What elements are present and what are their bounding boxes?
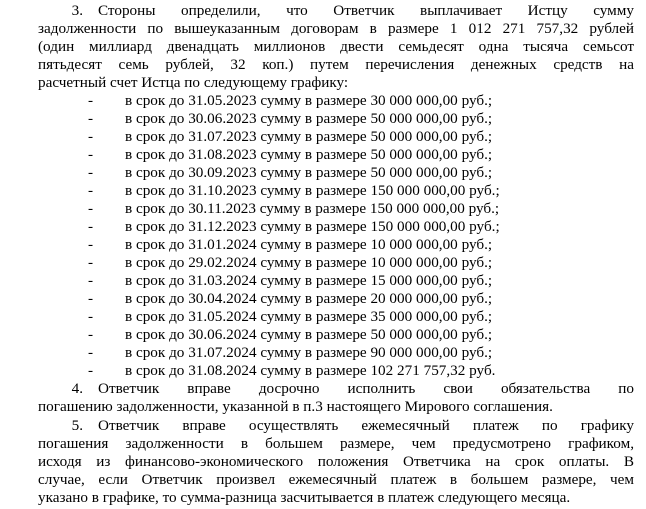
para5-text-3: исходя из финансово-экономического положения Ответчика на срок оплаты. В [38,453,634,470]
list-bullet: - [88,218,94,235]
list-item [88,236,492,254]
list-item [88,146,492,164]
para3-number-wrap [38,2,94,20]
para5-line-2 [38,435,634,453]
para3-text-4: пятьдесят семь рублей, 32 коп.) путем перечисления денежных средств на [38,56,634,73]
para5-text-4: случае, если Ответчик произвел ежемесячный платеж в большем размере, чем [38,471,634,488]
list-item-text: в срок до 31.07.2024 сумму в размере 90 000 000,00 руб.; [125,344,493,361]
list-item-text: в срок до 30.06.2024 сумму в размере 50 000 000,00 руб.; [125,326,493,343]
list-bullet: - [88,182,94,199]
para5-line-5 [38,489,634,507]
list-item-text: в срок до 30.09.2023 сумму в размере 50 000 000,00 руб.; [125,164,493,181]
list-bullet: - [88,236,94,253]
para5-number: 5. [71,417,83,434]
list-item [88,110,492,128]
list-item [88,182,500,200]
para4-number-wrap [38,380,94,398]
list-bullet: - [88,272,94,289]
list-bullet: - [88,92,94,109]
para4-line-1 [98,380,634,398]
para3-line-5 [38,74,634,92]
list-bullet: - [88,308,94,325]
para4-text-1: Ответчик вправе досрочно исполнить свои обязательства по [98,380,634,397]
para3-line-1 [98,2,634,20]
list-bullet: - [88,326,94,343]
list-item-text: в срок до 31.01.2024 сумму в размере 10 000 000,00 руб.; [125,236,493,253]
list-item [88,362,495,380]
para5-text-5: указано в графике, то сумма-разница засчитывается в платеж следующего месяца. [38,489,571,506]
para3-line-3 [38,38,634,56]
list-item [88,308,492,326]
list-item-text: в срок до 31.07.2023 сумму в размере 50 000 000,00 руб.; [125,128,493,145]
list-item [88,272,492,290]
list-bullet: - [88,110,94,127]
list-item [88,164,492,182]
list-item-text: в срок до 31.08.2023 сумму в размере 50 000 000,00 руб.; [125,146,493,163]
list-item [88,326,492,344]
para3-number: 3. [71,2,83,19]
para5-text-2: погашения задолженности в большем размере, чем предусмотрено графиком, [38,435,634,452]
para3-text-5: расчетный счет Истца по следующему графику: [38,74,349,91]
list-item-text: в срок до 30.04.2024 сумму в размере 20 000 000,00 руб.; [125,290,493,307]
list-item-text: в срок до 31.08.2024 сумму в размере 102 271 757,32 руб. [125,362,496,379]
list-bullet: - [88,254,94,271]
list-item [88,200,499,218]
para5-line-1 [98,417,634,435]
list-item-text: в срок до 31.03.2024 сумму в размере 15 000 000,00 руб.; [125,272,493,289]
list-bullet: - [88,200,94,217]
list-item [88,218,500,236]
list-bullet: - [88,146,94,163]
para3-text-1: Стороны определили, что Ответчик выплачивает Истцу сумму [98,2,634,19]
para5-line-4 [38,471,634,489]
para3-line-2 [38,20,634,38]
para4-number: 4. [71,380,83,397]
list-item [88,290,492,308]
list-item-text: в срок до 31.05.2023 сумму в размере 30 000 000,00 руб.; [125,92,493,109]
para3-line-4 [38,56,634,74]
list-bullet: - [88,128,94,145]
list-item-text: в срок до 30.11.2023 сумму в размере 150 000 000,00 руб.; [125,200,500,217]
para5-line-3 [38,453,634,471]
para3-text-3: (один миллиард двенадцать миллионов двести семьдесят одна тысяча семьсот [38,38,634,55]
para3-text-2: задолженности по вышеуказанным договорам в размере 1 012 271 757,32 рублей [38,20,634,37]
para4-text-2: погашению задолженности, указанной в п.3 настоящего Мирового соглашения. [38,398,553,415]
para5-number-wrap [38,417,94,435]
list-item [88,92,492,110]
para5-text-1: Ответчик вправе осуществлять ежемесячный платеж по графику [98,417,634,434]
list-item [88,254,492,272]
list-bullet: - [88,164,94,181]
list-bullet: - [88,290,94,307]
list-item [88,344,492,362]
list-item-text: в срок до 31.10.2023 сумму в размере 150 000 000,00 руб.; [125,182,500,199]
list-item [88,128,492,146]
list-item-text: в срок до 30.06.2023 сумму в размере 50 000 000,00 руб.; [125,110,493,127]
list-bullet: - [88,362,94,379]
list-item-text: в срок до 31.12.2023 сумму в размере 150 000 000,00 руб.; [125,218,500,235]
list-bullet: - [88,344,94,361]
para4-line-2 [38,398,634,416]
list-item-text: в срок до 29.02.2024 сумму в размере 10 000 000,00 руб.; [125,254,493,271]
list-item-text: в срок до 31.05.2024 сумму в размере 35 000 000,00 руб.; [125,308,493,325]
